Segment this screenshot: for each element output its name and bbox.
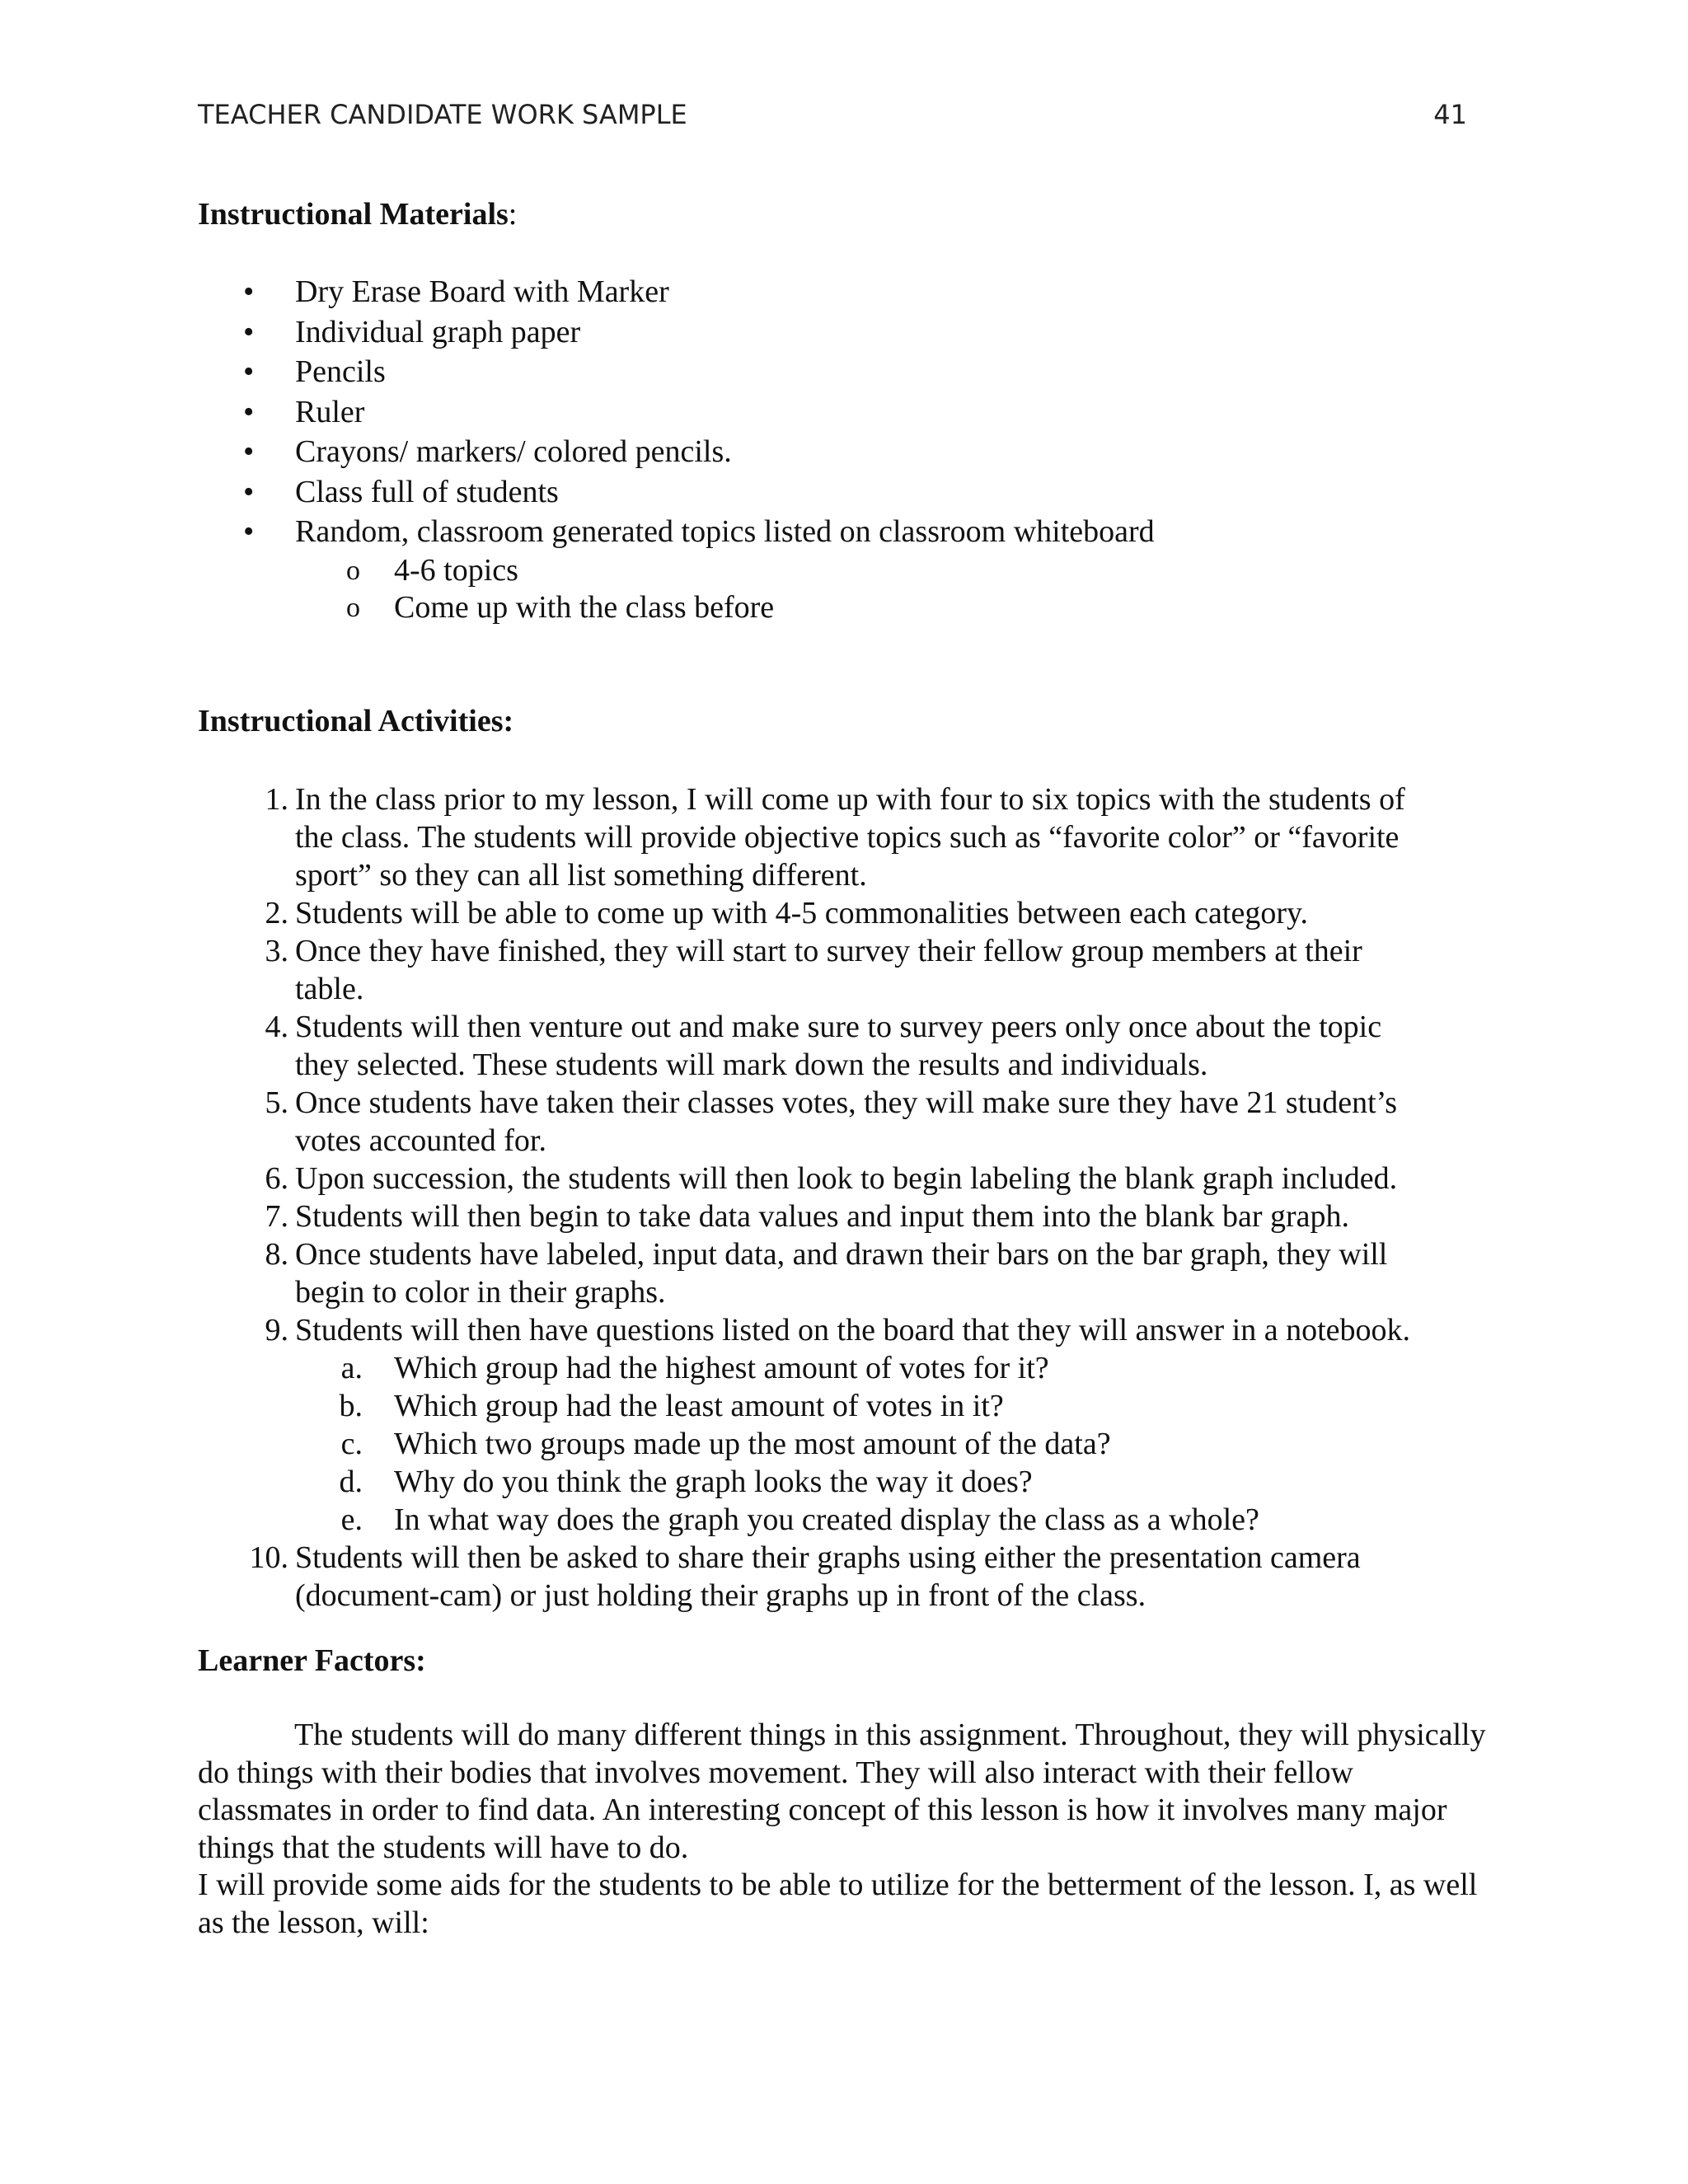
list-item xyxy=(198,1539,1484,1615)
material-item-text: Ruler xyxy=(295,394,365,429)
item-number: 8. xyxy=(265,1237,288,1272)
materials-heading-text: Instructional Materials xyxy=(198,197,509,232)
question-text: Which group had the least amount of votes in it? xyxy=(394,1389,1004,1423)
circle-bullet-icon: o xyxy=(346,592,360,623)
learner-paragraph-aids: I will provide some aids for the students to be able to utilize for the betterment of the lesson. I, as well as the lesson, will: xyxy=(198,1868,1478,1940)
item-line: Students will then begin to take data values and input them into the blank bar graph. xyxy=(295,1199,1350,1234)
header-title: TEACHER CANDIDATE WORK SAMPLE xyxy=(198,99,687,130)
item-number: 9. xyxy=(265,1313,288,1347)
sub-list-item xyxy=(198,1387,1484,1425)
list-item xyxy=(198,1235,1484,1311)
item-line: (document-cam) or just holding their graphs up in front of the class. xyxy=(295,1578,1146,1613)
item-line: Students will then venture out and make sure to survey peers only once about the topic xyxy=(295,1010,1382,1044)
page-header xyxy=(198,99,1467,130)
item-letter: b. xyxy=(339,1389,363,1423)
item-letter: e. xyxy=(340,1502,363,1537)
list-item xyxy=(198,780,1484,894)
list-item xyxy=(198,312,1484,353)
learner-heading-text: Learner Factors: xyxy=(198,1643,426,1678)
sub-list-item xyxy=(198,1501,1484,1539)
item-line: votes accounted for. xyxy=(295,1123,546,1158)
item-line: sport” so they can all list something different. xyxy=(295,858,867,893)
item-line: begin to color in their graphs. xyxy=(295,1275,666,1310)
item-line: Students will then be asked to share their graphs using either the presentation camera xyxy=(295,1540,1361,1575)
sub-list-item xyxy=(198,1463,1484,1501)
activities-list xyxy=(198,780,1484,1615)
sub-list-item xyxy=(198,552,1484,589)
item-number: 1. xyxy=(265,782,288,817)
bullet-icon: • xyxy=(243,314,255,349)
list-item xyxy=(198,894,1484,932)
list-item xyxy=(198,1311,1484,1349)
item-letter: d. xyxy=(339,1465,363,1499)
bullet-icon: • xyxy=(243,354,255,389)
list-item xyxy=(198,1160,1484,1197)
question-text: In what way does the graph you created display the class as a whole? xyxy=(394,1502,1259,1537)
list-item xyxy=(198,512,1484,552)
sub-item-text: 4-6 topics xyxy=(394,552,518,588)
question-text: Which two groups made up the most amount of the data? xyxy=(394,1427,1111,1461)
item-number: 3. xyxy=(265,934,288,968)
item-letter: a. xyxy=(340,1351,363,1385)
item-line: Once students have labeled, input data, and drawn their bars on the bar graph, they will xyxy=(295,1237,1388,1272)
item-number: 6. xyxy=(265,1161,288,1196)
material-item-text: Class full of students xyxy=(295,474,559,509)
material-item-text: Dry Erase Board with Marker xyxy=(295,274,669,309)
page-number: 41 xyxy=(1433,99,1467,130)
activities-heading xyxy=(198,703,513,739)
item-letter: c. xyxy=(340,1427,363,1461)
list-item xyxy=(198,432,1484,472)
activities-heading-text: Instructional Activities: xyxy=(198,704,514,738)
materials-list xyxy=(198,272,1484,626)
material-item-text: Pencils xyxy=(295,354,386,389)
bullet-icon: • xyxy=(243,474,255,509)
item-line: they selected. These students will mark down the results and individuals. xyxy=(295,1047,1208,1082)
item-number: 5. xyxy=(265,1085,288,1120)
item-line: Once students have taken their classes votes, they will make sure they have 21 student’s xyxy=(295,1085,1398,1120)
sub-list-item xyxy=(198,589,1484,626)
bullet-icon: • xyxy=(243,274,255,309)
item-number: 10. xyxy=(249,1540,288,1575)
item-number: 7. xyxy=(265,1199,288,1234)
item-line: Upon succession, the students will then look to begin labeling the blank graph included. xyxy=(295,1161,1398,1196)
question-text: Why do you think the graph looks the way it does? xyxy=(394,1465,1033,1499)
list-item xyxy=(198,932,1484,1008)
circle-bullet-icon: o xyxy=(346,555,360,586)
item-line: table. xyxy=(295,972,364,1006)
item-line: Once they have finished, they will start to survey their fellow group members at their xyxy=(295,934,1362,968)
list-item xyxy=(198,1197,1484,1235)
list-item xyxy=(198,472,1484,513)
list-item xyxy=(198,272,1484,312)
bullet-icon: • xyxy=(243,514,255,549)
item-line: In the class prior to my lesson, I will come up with four to six topics with the students of xyxy=(295,782,1405,817)
list-item xyxy=(198,352,1484,392)
sub-list-item xyxy=(198,1349,1484,1387)
material-item-text: Crayons/ markers/ colored pencils. xyxy=(295,434,732,469)
list-item xyxy=(198,1008,1484,1084)
sub-item-text: Come up with the class before xyxy=(394,589,775,625)
learner-paragraph: The students will do many different things in this assignment. Throughout, they will physically do things with their bodies that involves movement. They will also interact with their fellow classmates in order to find data. An interesting concept of this lesson is how it involves many major things that the students will have to do. xyxy=(198,1718,1486,1865)
item-line: Students will be able to come up with 4-5 commonalities between each category. xyxy=(295,896,1309,930)
materials-heading-colon: : xyxy=(508,197,518,232)
bullet-icon: • xyxy=(243,434,255,469)
learner-heading xyxy=(198,1643,426,1679)
item-line: the class. The students will provide objective topics such as “favorite color” or “favorite xyxy=(295,820,1400,855)
material-item-text: Individual graph paper xyxy=(295,314,581,349)
question-text: Which group had the highest amount of votes for it? xyxy=(394,1351,1049,1385)
sub-list-item xyxy=(198,1425,1484,1463)
item-line: Students will then have questions listed on the board that they will answer in a notebook. xyxy=(295,1313,1410,1347)
bullet-icon: • xyxy=(243,394,255,429)
item-number: 4. xyxy=(265,1010,288,1044)
list-item xyxy=(198,392,1484,433)
list-item xyxy=(198,1084,1484,1160)
materials-heading xyxy=(198,196,517,232)
material-item-text: Random, classroom generated topics listed on classroom whiteboard xyxy=(295,514,1155,549)
item-number: 2. xyxy=(265,896,288,930)
